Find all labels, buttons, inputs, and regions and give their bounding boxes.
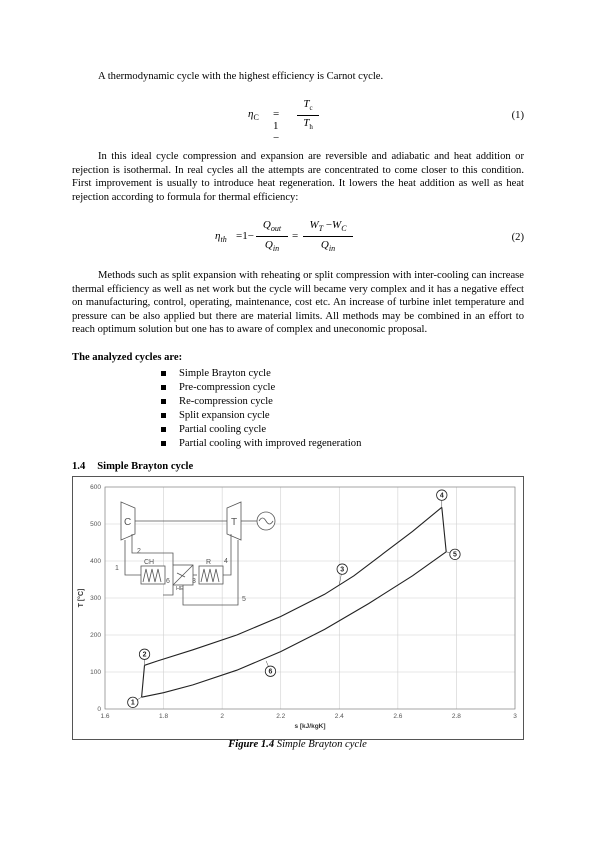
y-tick-label: 400 xyxy=(90,558,101,566)
cycles-list xyxy=(160,367,361,451)
list-item: Partial cooling with improved regeneration xyxy=(160,437,361,451)
list-item: Pre-compression cycle xyxy=(160,381,361,395)
chart-tick-labels xyxy=(90,484,517,720)
state-2-label: 2 xyxy=(137,548,141,555)
x-tick-label: 2.8 xyxy=(451,713,461,720)
list-item: Re-compression cycle xyxy=(160,395,361,409)
figure-frame xyxy=(72,476,524,740)
x-tick-label: 1.8 xyxy=(159,713,169,720)
eq2-fraction-line-2 xyxy=(303,236,353,237)
y-tick-label: 100 xyxy=(90,669,101,677)
state-6-label: 6 xyxy=(166,578,170,585)
compressor-label: C xyxy=(124,517,132,528)
pipe-1 xyxy=(125,540,143,575)
eq2-equals: = xyxy=(292,230,299,242)
plant-schematic xyxy=(115,502,275,605)
list-item: Partial cooling cycle xyxy=(160,423,361,437)
state-point-label-4: 4 xyxy=(439,492,444,500)
x-axis-label: s [kJ/kgK] xyxy=(294,723,326,730)
state-point-label-3: 3 xyxy=(340,566,345,574)
cooler-label: CH xyxy=(144,559,155,566)
eq2-numerator-1: $Q_{out}$ xyxy=(262,219,282,234)
state-point-label-1: 1 xyxy=(130,699,135,707)
eq1-prefix: = 1 − xyxy=(273,108,280,144)
eq2-prefix: =1− xyxy=(236,230,254,242)
pipe-6 xyxy=(163,585,173,595)
eq2-denominator-1: $Q_{in}$ xyxy=(264,239,280,254)
cycle-process-line-1 xyxy=(142,507,442,665)
ts-diagram-chart xyxy=(73,477,523,739)
cycle-process-line-2 xyxy=(442,507,446,552)
regenerator-label: HE xyxy=(176,586,184,592)
chart-series xyxy=(142,507,447,697)
heater-label: R xyxy=(206,559,212,566)
y-tick-label: 0 xyxy=(97,706,101,714)
state-5-label: 5 xyxy=(242,596,246,603)
analyzed-cycles-heading: The analyzed cycles are: xyxy=(72,352,183,363)
cycle-process-line-4 xyxy=(142,665,145,697)
eq1-fraction-line xyxy=(297,115,319,116)
y-tick-label: 500 xyxy=(90,521,101,529)
x-tick-label: 2.2 xyxy=(276,713,286,720)
pipe-4 xyxy=(223,534,231,575)
x-tick-label: 2.4 xyxy=(334,713,344,720)
eq1-lhs: $\eta_C$ xyxy=(248,108,259,123)
paragraph-2: Methods such as split expansion with reheating or split compression with inter-cooling can increase thermal efficiency as well as net work but the cycle will became very complex and it has a negative effect on manufacturing, control, operating, maintenance, cost etc. An increase of turbine inlet temperature and pressure can be also applied but there are material limits. All methods may be combined in an effort to reach optimum solution but one has to aware of complex and uneconomic proposal. xyxy=(72,270,524,336)
state-1-label: 1 xyxy=(115,565,119,572)
eq1-number: (1) xyxy=(511,110,524,121)
state-point-label-5: 5 xyxy=(453,551,457,559)
figure-caption: Figure 1.4 Simple Brayton cycle xyxy=(228,739,367,750)
section-heading: 1.4 Simple Brayton cycle xyxy=(72,461,194,472)
turbine-label: T xyxy=(231,517,238,528)
state-4-label: 4 xyxy=(224,558,228,565)
state-point-label-2: 2 xyxy=(142,651,147,659)
y-tick-label: 300 xyxy=(90,595,101,603)
x-tick-label: 2 xyxy=(220,713,224,720)
x-tick-label: 3 xyxy=(513,713,517,720)
eq1-denominator: $T_h$ xyxy=(303,117,313,132)
paragraph-1: In this ideal cycle compression and expansion are reversible and adiabatic and heat addition or rejection is isothermal. In real cycles all the attempts are concentrated to come closer to this condition. First improvement is usually to introduce heat regeneration. It lowers the heat addition as well as heat rejection according to formula for thermal efficiency: xyxy=(72,151,524,203)
state-3-label: 3 xyxy=(192,578,196,585)
eq2-number: (2) xyxy=(511,232,524,243)
y-tick-label: 200 xyxy=(90,632,101,640)
eq2-fraction-line-1 xyxy=(256,236,288,237)
list-item: Split expansion cycle xyxy=(160,409,361,423)
eq2-numerator-2: $W_T -W_C$ xyxy=(309,219,347,234)
x-tick-label: 2.6 xyxy=(393,713,403,720)
y-tick-label: 600 xyxy=(90,484,101,492)
eq2-denominator-2: $Q_{in}$ xyxy=(320,239,336,254)
y-axis-label: T [°C] xyxy=(78,588,85,608)
eq1-numerator: $T_c$ xyxy=(303,98,313,113)
eq2-lhs: $\eta_{th}$ xyxy=(215,230,227,245)
list-item: Simple Brayton cycle xyxy=(160,367,361,381)
state-point-label-6: 6 xyxy=(268,668,273,676)
chart-state-points xyxy=(128,490,461,708)
intro-paragraph: A thermodynamic cycle with the highest efficiency is Carnot cycle. xyxy=(98,71,384,82)
x-tick-label: 1.6 xyxy=(100,713,110,720)
chart-grid xyxy=(105,487,515,709)
